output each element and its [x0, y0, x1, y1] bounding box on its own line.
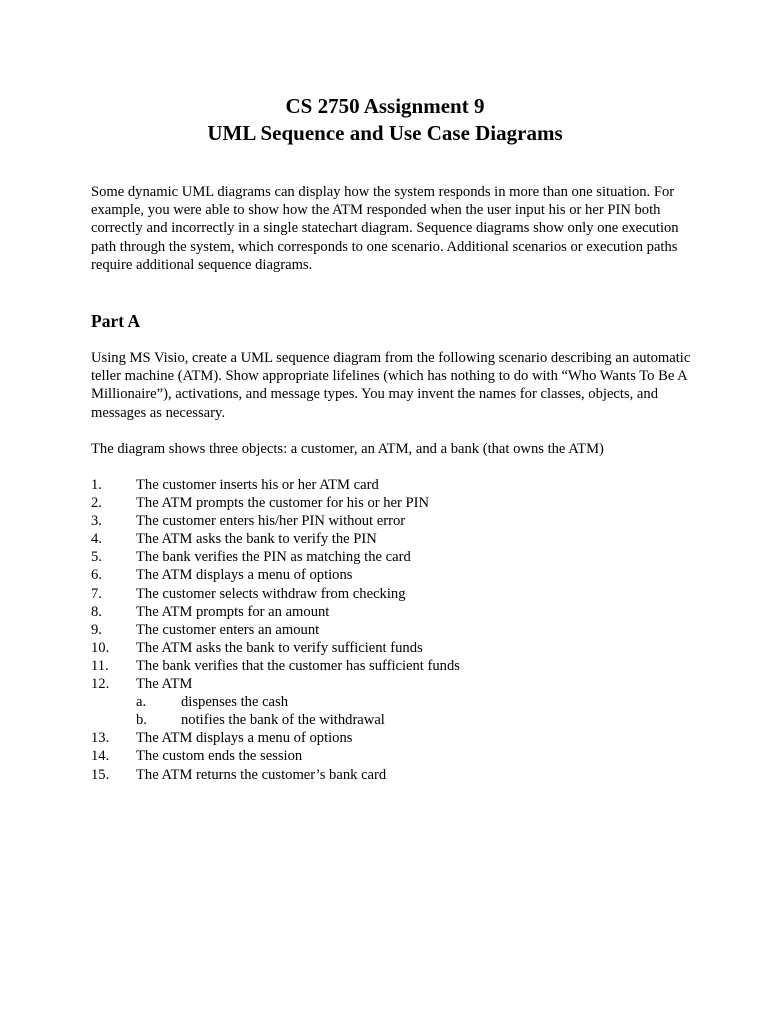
step-text: The customer enters an amount — [136, 621, 320, 638]
scenario-substep — [91, 693, 691, 711]
step-number: b. — [136, 712, 147, 729]
step-text: The bank verifies that the customer has sufficient funds — [136, 657, 460, 674]
step-number: 11. — [91, 657, 109, 674]
step-text: notifies the bank of the withdrawal — [181, 712, 385, 729]
step-text: The ATM prompts the customer for his or her PIN — [136, 495, 430, 512]
scenario-step — [91, 512, 691, 530]
scenario-step — [91, 603, 691, 621]
scenario-step — [91, 747, 691, 765]
part-a-heading: Part A — [91, 311, 141, 331]
step-text: The ATM asks the bank to verify sufficient funds — [136, 639, 423, 656]
step-number: 2. — [91, 495, 102, 512]
step-number: 5. — [91, 549, 102, 566]
step-number: 12. — [91, 676, 110, 693]
step-number: 7. — [91, 585, 102, 602]
step-number: 10. — [91, 639, 110, 656]
scenario-step — [91, 766, 691, 784]
step-text: The customer enters his/her PIN without error — [136, 513, 406, 530]
step-number: 8. — [91, 603, 102, 620]
scenario-steps-list — [91, 476, 691, 784]
scenario-step — [91, 657, 691, 675]
scenario-substep — [91, 711, 691, 729]
step-number: 13. — [91, 730, 110, 747]
intro-paragraph: Some dynamic UML diagrams can display how the system responds in more than one situation. For example, you were able to show how the ATM responded when the user input his or her PIN both correctly and incorrectly in a single statechart diagram. Sequence diagrams show only one execution path through the system, which corresponds to one scenario. Additional scenarios or execution paths require additional sequence diagrams. — [91, 184, 679, 273]
scenario-step — [91, 585, 691, 603]
step-number: 1. — [91, 477, 102, 493]
step-text: The custom ends the session — [136, 748, 303, 765]
step-number: 15. — [91, 766, 110, 783]
step-text: The ATM asks the bank to verify the PIN — [136, 531, 377, 548]
scenario-step — [91, 530, 691, 548]
step-text: The customer inserts his or her ATM card — [136, 477, 379, 493]
scenario-step — [91, 548, 691, 566]
scenario-step — [91, 621, 691, 639]
step-number: a. — [136, 694, 147, 711]
scenario-step — [91, 639, 691, 657]
title-line-2: UML Sequence and Use Case Diagrams — [207, 121, 563, 145]
step-text: The bank verifies the PIN as matching the card — [136, 549, 411, 566]
scenario-step — [91, 494, 691, 512]
step-number: 9. — [91, 621, 102, 638]
step-text: dispenses the cash — [181, 694, 288, 711]
step-number: 14. — [91, 748, 110, 765]
step-number: 4. — [91, 531, 102, 548]
step-text: The ATM prompts for an amount — [136, 603, 330, 620]
step-number: 6. — [91, 567, 102, 584]
scenario-step — [91, 566, 691, 584]
scenario-step — [91, 675, 691, 693]
document-title — [0, 93, 770, 147]
step-text: The ATM displays a menu of options — [136, 567, 353, 584]
step-text: The customer selects withdraw from checking — [136, 585, 406, 602]
scenario-step — [91, 729, 691, 747]
step-text: The ATM — [136, 676, 193, 693]
title-line-1: CS 2750 Assignment 9 — [285, 94, 485, 118]
step-text: The ATM displays a menu of options — [136, 730, 353, 747]
step-text: The ATM returns the customer’s bank card — [136, 766, 387, 783]
step-number: 3. — [91, 513, 102, 530]
objects-note: The diagram shows three objects: a customer, an ATM, and a bank (that owns the ATM) — [91, 441, 604, 457]
scenario-step — [91, 476, 691, 494]
part-a-paragraph: Using MS Visio, create a UML sequence diagram from the following scenario describing an automatic teller machine (ATM). Show appropriate lifelines (which has nothing to do with “Who Wants To Be A Millionaire”), activations, and message types. You may invent the names for classes, objects, and messages as necessary. — [91, 350, 691, 421]
